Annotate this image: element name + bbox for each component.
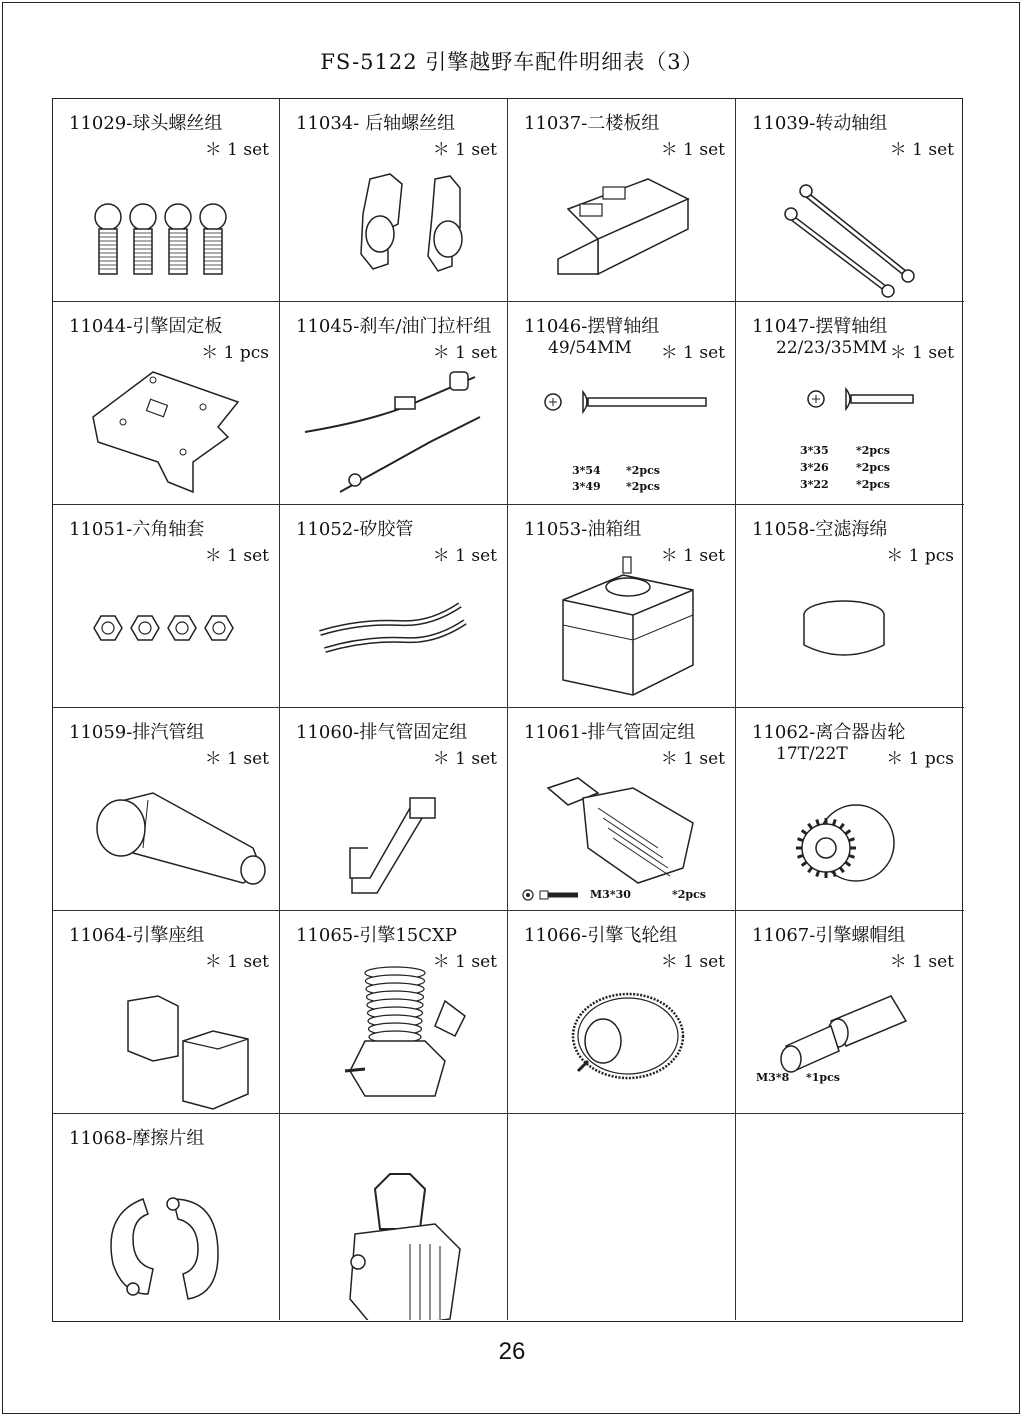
part-quantity: ＊ 1 set bbox=[432, 546, 497, 566]
part-quantity: ＊ 1 set bbox=[889, 343, 954, 363]
part-cell bbox=[508, 505, 736, 708]
page-title: FS-5122 引擎越野车配件明细表（3） bbox=[320, 50, 704, 74]
part-cell bbox=[53, 505, 280, 708]
empty-cell bbox=[736, 1114, 964, 1320]
part-name: 11044-引擎固定板 bbox=[69, 316, 223, 337]
part-spec: 17T/22T bbox=[776, 744, 848, 764]
page-number: 26 bbox=[498, 1338, 526, 1365]
hardware-note bbox=[800, 444, 890, 457]
part-spec: 22/23/35MM bbox=[776, 338, 888, 358]
part-quantity: ＊ 1 set bbox=[204, 749, 269, 769]
part-quantity: ＊ 1 pcs bbox=[886, 749, 954, 769]
part-name: 11029-球头螺丝组 bbox=[69, 113, 223, 134]
part-cell bbox=[508, 708, 736, 911]
part-quantity: ＊ 1 set bbox=[204, 140, 269, 160]
hardware-size: 3*49 bbox=[572, 480, 601, 493]
hardware-count: *1pcs bbox=[806, 1071, 840, 1084]
part-quantity: ＊ 1 set bbox=[660, 952, 725, 972]
hardware-size: 3*22 bbox=[800, 478, 829, 491]
part-quantity: ＊ 1 set bbox=[660, 749, 725, 769]
part-cell bbox=[53, 911, 280, 1114]
part-name: 11053-油箱组 bbox=[524, 519, 642, 540]
part-cell bbox=[53, 1114, 280, 1320]
part-quantity: ＊ 1 set bbox=[432, 343, 497, 363]
hardware-size: 3*54 bbox=[572, 464, 601, 477]
part-quantity: ＊ 1 set bbox=[660, 140, 725, 160]
hardware-size: 3*26 bbox=[800, 461, 829, 474]
part-name: 11062-离合器齿轮 bbox=[752, 722, 906, 743]
part-cell bbox=[280, 505, 508, 708]
part-name: 11037-二楼板组 bbox=[524, 113, 660, 134]
part-cell bbox=[53, 708, 280, 911]
part-name: 11066-引擎飞轮组 bbox=[524, 925, 678, 946]
part-quantity: ＊ 1 set bbox=[204, 952, 269, 972]
part-cell bbox=[280, 911, 508, 1114]
part-cell bbox=[508, 99, 736, 302]
part-quantity: ＊ 1 set bbox=[432, 952, 497, 972]
part-name: 11052-矽胶管 bbox=[296, 519, 414, 540]
empty-cell bbox=[508, 1114, 736, 1320]
part-quantity: ＊ 1 set bbox=[432, 749, 497, 769]
part-cell bbox=[736, 708, 964, 911]
empty-cell bbox=[280, 1114, 508, 1320]
hardware-count: *2pcs bbox=[856, 478, 890, 491]
part-name: 11064-引擎座组 bbox=[69, 925, 205, 946]
part-cell bbox=[53, 302, 280, 505]
hardware-count: *2pcs bbox=[626, 464, 660, 477]
part-name: 11061-排气管固定组 bbox=[524, 722, 696, 743]
hardware-note bbox=[756, 1071, 840, 1084]
hardware-count: *2pcs bbox=[626, 480, 660, 493]
part-cell bbox=[736, 302, 964, 505]
part-name: 11047-摆臂轴组 bbox=[752, 316, 888, 337]
part-quantity: ＊ 1 pcs bbox=[886, 546, 954, 566]
part-quantity: ＊ 1 pcs bbox=[201, 343, 269, 363]
hardware-count: *2pcs bbox=[856, 444, 890, 457]
part-cell bbox=[736, 911, 964, 1114]
part-quantity: ＊ 1 set bbox=[660, 343, 725, 363]
part-name: 11045-刹车/油门拉杆组 bbox=[296, 316, 492, 337]
hardware-size: 3*35 bbox=[800, 444, 829, 457]
part-quantity: ＊ 1 set bbox=[204, 546, 269, 566]
part-name: 11065-引擎15CXP bbox=[296, 925, 457, 946]
part-cell bbox=[280, 708, 508, 911]
part-cell bbox=[53, 99, 280, 302]
part-name: 11046-摆臂轴组 bbox=[524, 316, 660, 337]
part-quantity: ＊ 1 set bbox=[889, 952, 954, 972]
hardware-count: *2pcs bbox=[672, 888, 706, 901]
part-cell bbox=[280, 302, 508, 505]
part-name: 11034- 后轴螺丝组 bbox=[296, 113, 456, 134]
screw-icon bbox=[522, 888, 584, 901]
hardware-note bbox=[800, 478, 890, 491]
hardware-note bbox=[572, 464, 660, 477]
part-cell bbox=[736, 99, 964, 302]
part-quantity: ＊ 1 set bbox=[889, 140, 954, 160]
part-name: 11067-引擎螺帽组 bbox=[752, 925, 906, 946]
part-name: 11039-转动轴组 bbox=[752, 113, 888, 134]
part-name: 11059-排汽管组 bbox=[69, 722, 205, 743]
part-name: 11058-空滤海绵 bbox=[752, 519, 888, 540]
hardware-size: M3*30 bbox=[590, 888, 631, 901]
part-quantity: ＊ 1 set bbox=[660, 546, 725, 566]
part-cell bbox=[508, 911, 736, 1114]
parts-table bbox=[52, 98, 963, 1322]
part-cell bbox=[280, 99, 508, 302]
part-name: 11068-摩擦片组 bbox=[69, 1128, 205, 1149]
hardware-count: *2pcs bbox=[856, 461, 890, 474]
part-spec: 49/54MM bbox=[548, 338, 632, 358]
part-name: 11051-六角轴套 bbox=[69, 519, 205, 540]
part-cell bbox=[736, 505, 964, 708]
part-quantity: ＊ 1 set bbox=[432, 140, 497, 160]
engine-assembly-icon bbox=[280, 1114, 508, 1320]
hardware-note bbox=[800, 461, 890, 474]
hardware-size: M3*8 bbox=[756, 1071, 790, 1084]
part-cell bbox=[508, 302, 736, 505]
hardware-note bbox=[522, 888, 706, 901]
part-name: 11060-排气管固定组 bbox=[296, 722, 468, 743]
hardware-note bbox=[572, 480, 660, 493]
